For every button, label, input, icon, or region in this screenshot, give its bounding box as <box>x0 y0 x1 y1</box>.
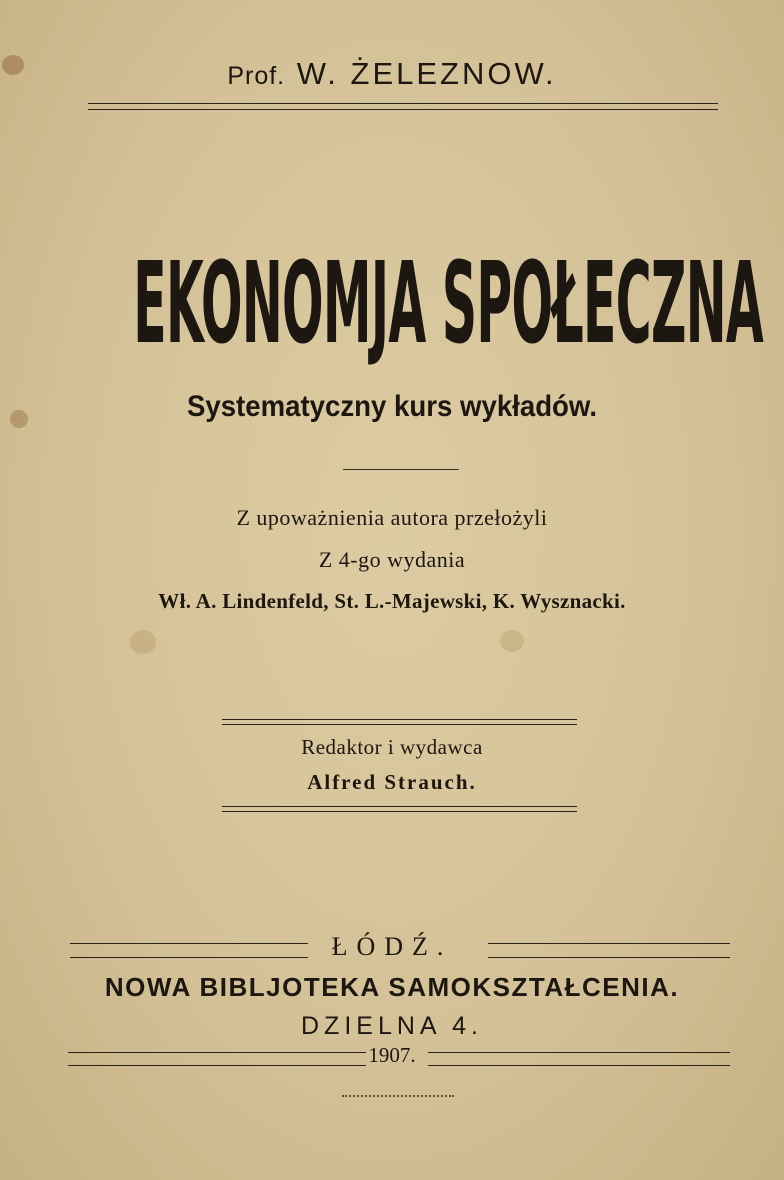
translators: Wł. A. Lindenfeld, St. L.-Majewski, K. Wysznacki. <box>158 589 626 613</box>
publisher: NOWA BIBLJOTEKA SAMOKSZTAŁCENIA. <box>104 972 680 1002</box>
publisher-address: DZIELNA 4. <box>301 1012 483 1040</box>
paper-stain <box>10 410 28 428</box>
editor-name: Alfred Strauch. <box>307 770 477 794</box>
city-rule-right <box>488 943 730 958</box>
editor-rule-top <box>222 719 577 725</box>
book-subtitle: Systematyczny kurs wykładów. <box>186 390 598 423</box>
year-rule-right <box>428 1052 730 1066</box>
author-prefix: Prof. <box>227 62 286 90</box>
translation-note: Z upoważnienia autora przełożyli <box>236 505 548 530</box>
author-name: W. ŻELEZNOW. <box>296 56 557 91</box>
editor-rule-bottom <box>222 806 577 812</box>
edition-note: Z 4-go wydania <box>318 547 466 572</box>
city: ŁÓDŹ. <box>331 932 453 961</box>
printer-imprint <box>342 1095 454 1101</box>
author-line <box>0 56 784 92</box>
author-rule <box>88 103 718 110</box>
book-title: EKONOMJA SPOŁECZNA <box>133 238 764 370</box>
short-divider <box>343 469 459 470</box>
paper-stain <box>130 630 156 654</box>
paper-stain <box>500 630 524 652</box>
publication-year: 1907. <box>368 1043 416 1067</box>
editor-role: Redaktor i wydawca <box>301 735 483 759</box>
